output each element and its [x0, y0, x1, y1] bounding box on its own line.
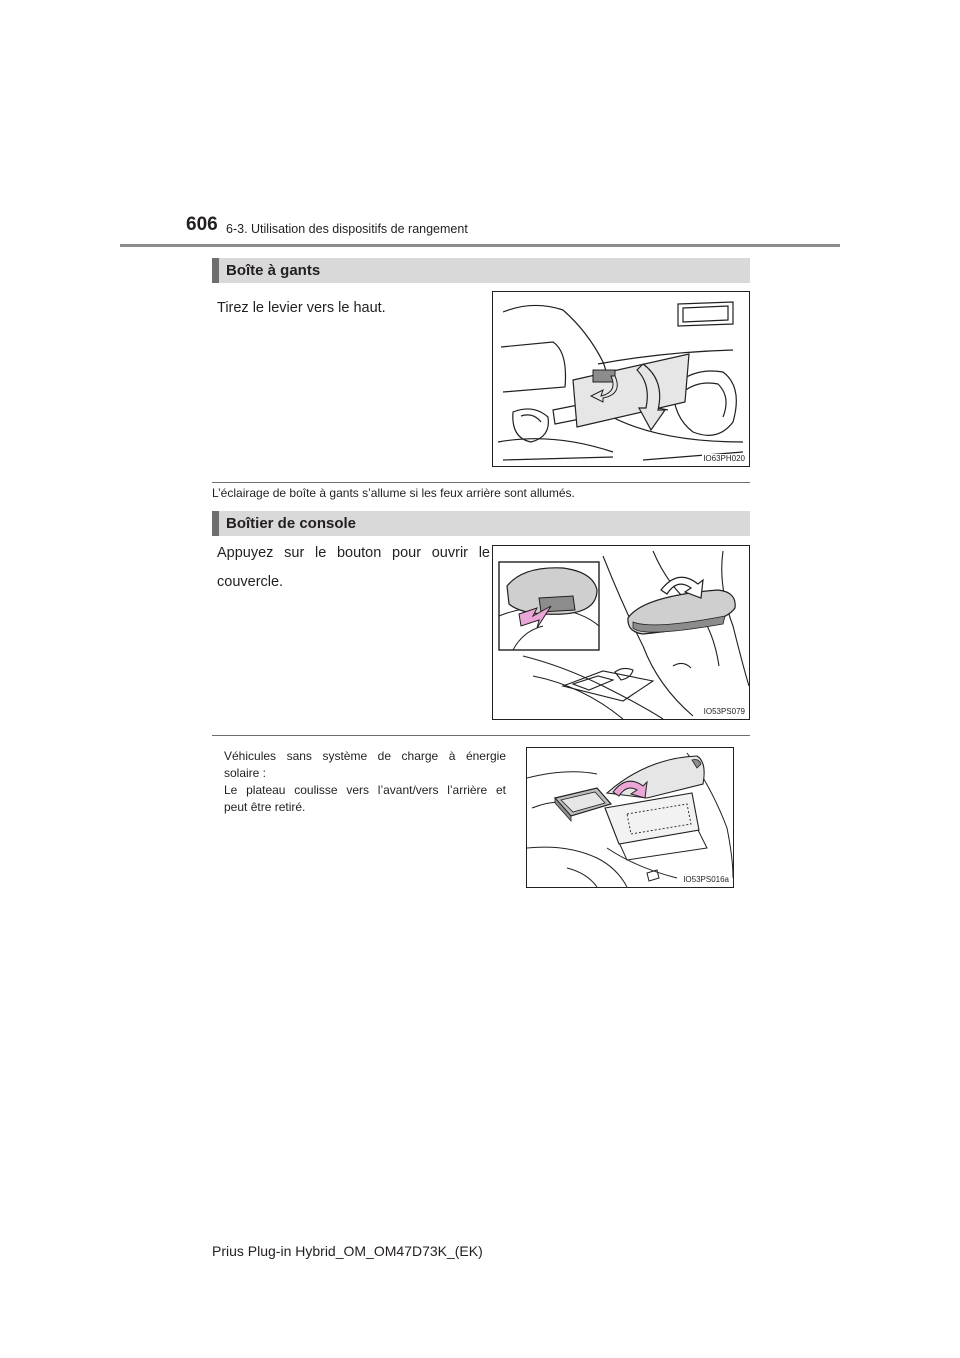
chapter-title: 6-3. Utilisation des dispositifs de rangement — [226, 222, 468, 236]
tray-note-line-1: Véhicules sans système de charge à énergie — [224, 749, 506, 763]
console-tray-illustration — [526, 747, 734, 888]
glove-box-figure-code: IO63PH020 — [703, 454, 745, 463]
console-box-drawing — [493, 546, 749, 719]
section-header-glove-box — [212, 258, 750, 283]
console-figure-code: IO53PS079 — [703, 707, 745, 716]
section-accent — [212, 511, 219, 536]
tray-note-line-2: solaire : — [224, 766, 267, 780]
section-divider — [212, 735, 750, 736]
console-tray-drawing — [527, 748, 733, 887]
section-accent — [212, 258, 219, 283]
header-rule — [120, 244, 840, 247]
glove-box-drawing — [493, 292, 749, 466]
glove-box-instruction: Tirez le levier vers le haut. — [217, 300, 386, 316]
page-number: 606 — [186, 214, 218, 235]
section-title: Boîtier de console — [226, 515, 357, 532]
section-divider — [212, 482, 750, 483]
tray-figure-code: IO53PS016a — [683, 875, 729, 884]
footer-manual-id: Prius Plug-in Hybrid_OM_OM47D73K_(EK) — [212, 1243, 483, 1259]
tray-note-line-4: peut être retiré. — [224, 800, 306, 814]
section-header-console-box — [212, 511, 750, 536]
glove-box-light-note: L’éclairage de boîte à gants s’allume si les feux arrière sont allumés. — [212, 486, 575, 500]
console-instruction-line-2: couvercle. — [217, 574, 284, 590]
tray-note-line-3: Le plateau coulisse vers l’avant/vers l’arrière et — [224, 783, 506, 797]
section-title: Boîte à gants — [226, 262, 321, 279]
glove-box-illustration — [492, 291, 750, 467]
console-box-illustration — [492, 545, 750, 720]
console-instruction-line-1: Appuyez sur le bouton pour ouvrir le — [217, 545, 490, 561]
